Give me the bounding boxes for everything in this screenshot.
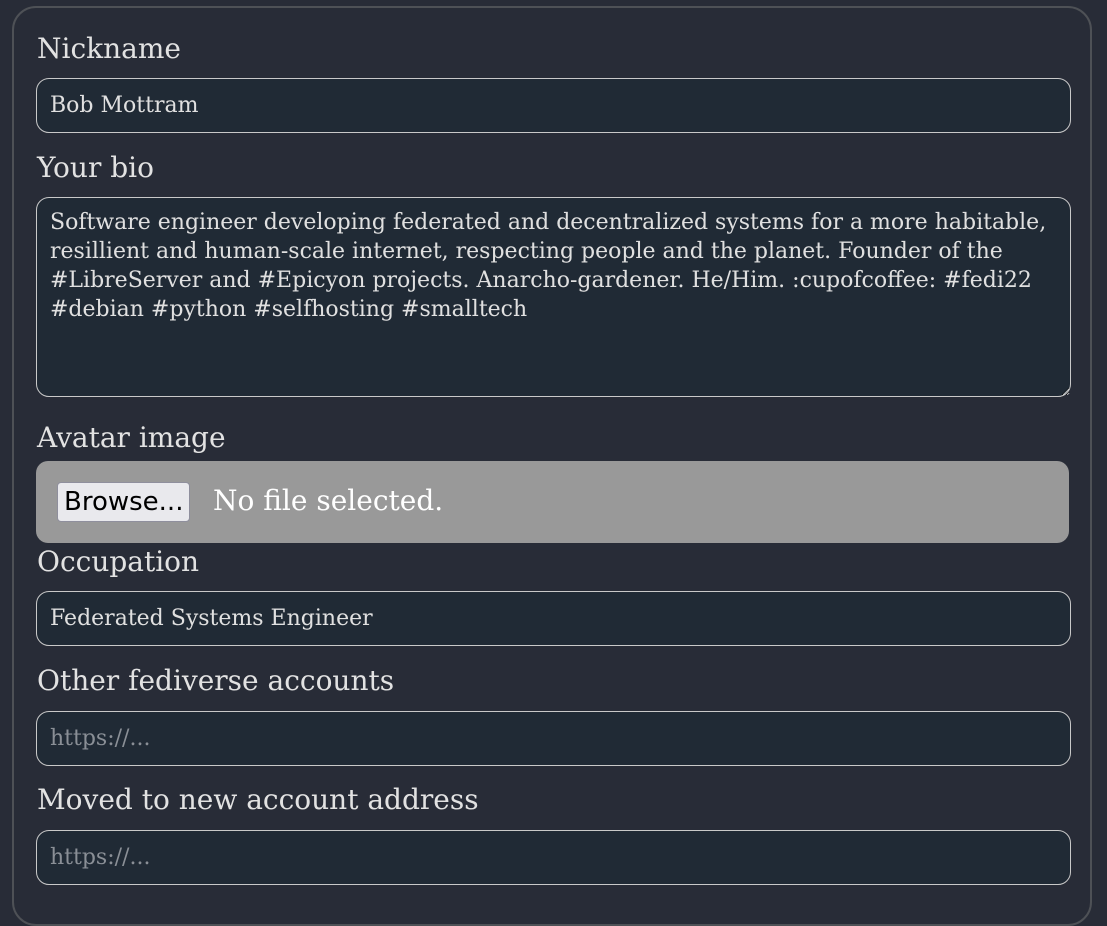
- moved-to-label: Moved to new account address: [37, 783, 479, 816]
- avatar-file-input[interactable]: [36, 461, 1069, 543]
- occupation-label: Occupation: [37, 545, 200, 578]
- bio-textarea[interactable]: [36, 197, 1071, 397]
- file-status: No file selected.: [213, 484, 444, 517]
- nickname-input[interactable]: [36, 78, 1071, 133]
- moved-to-input[interactable]: [36, 830, 1071, 885]
- occupation-input[interactable]: [36, 591, 1071, 646]
- other-accounts-input[interactable]: [36, 711, 1071, 766]
- avatar-label: Avatar image: [37, 421, 226, 454]
- nickname-label: Nickname: [37, 32, 181, 65]
- bio-label: Your bio: [37, 151, 154, 184]
- other-accounts-label: Other fediverse accounts: [37, 664, 395, 697]
- browse-button[interactable]: Browse...: [57, 482, 190, 522]
